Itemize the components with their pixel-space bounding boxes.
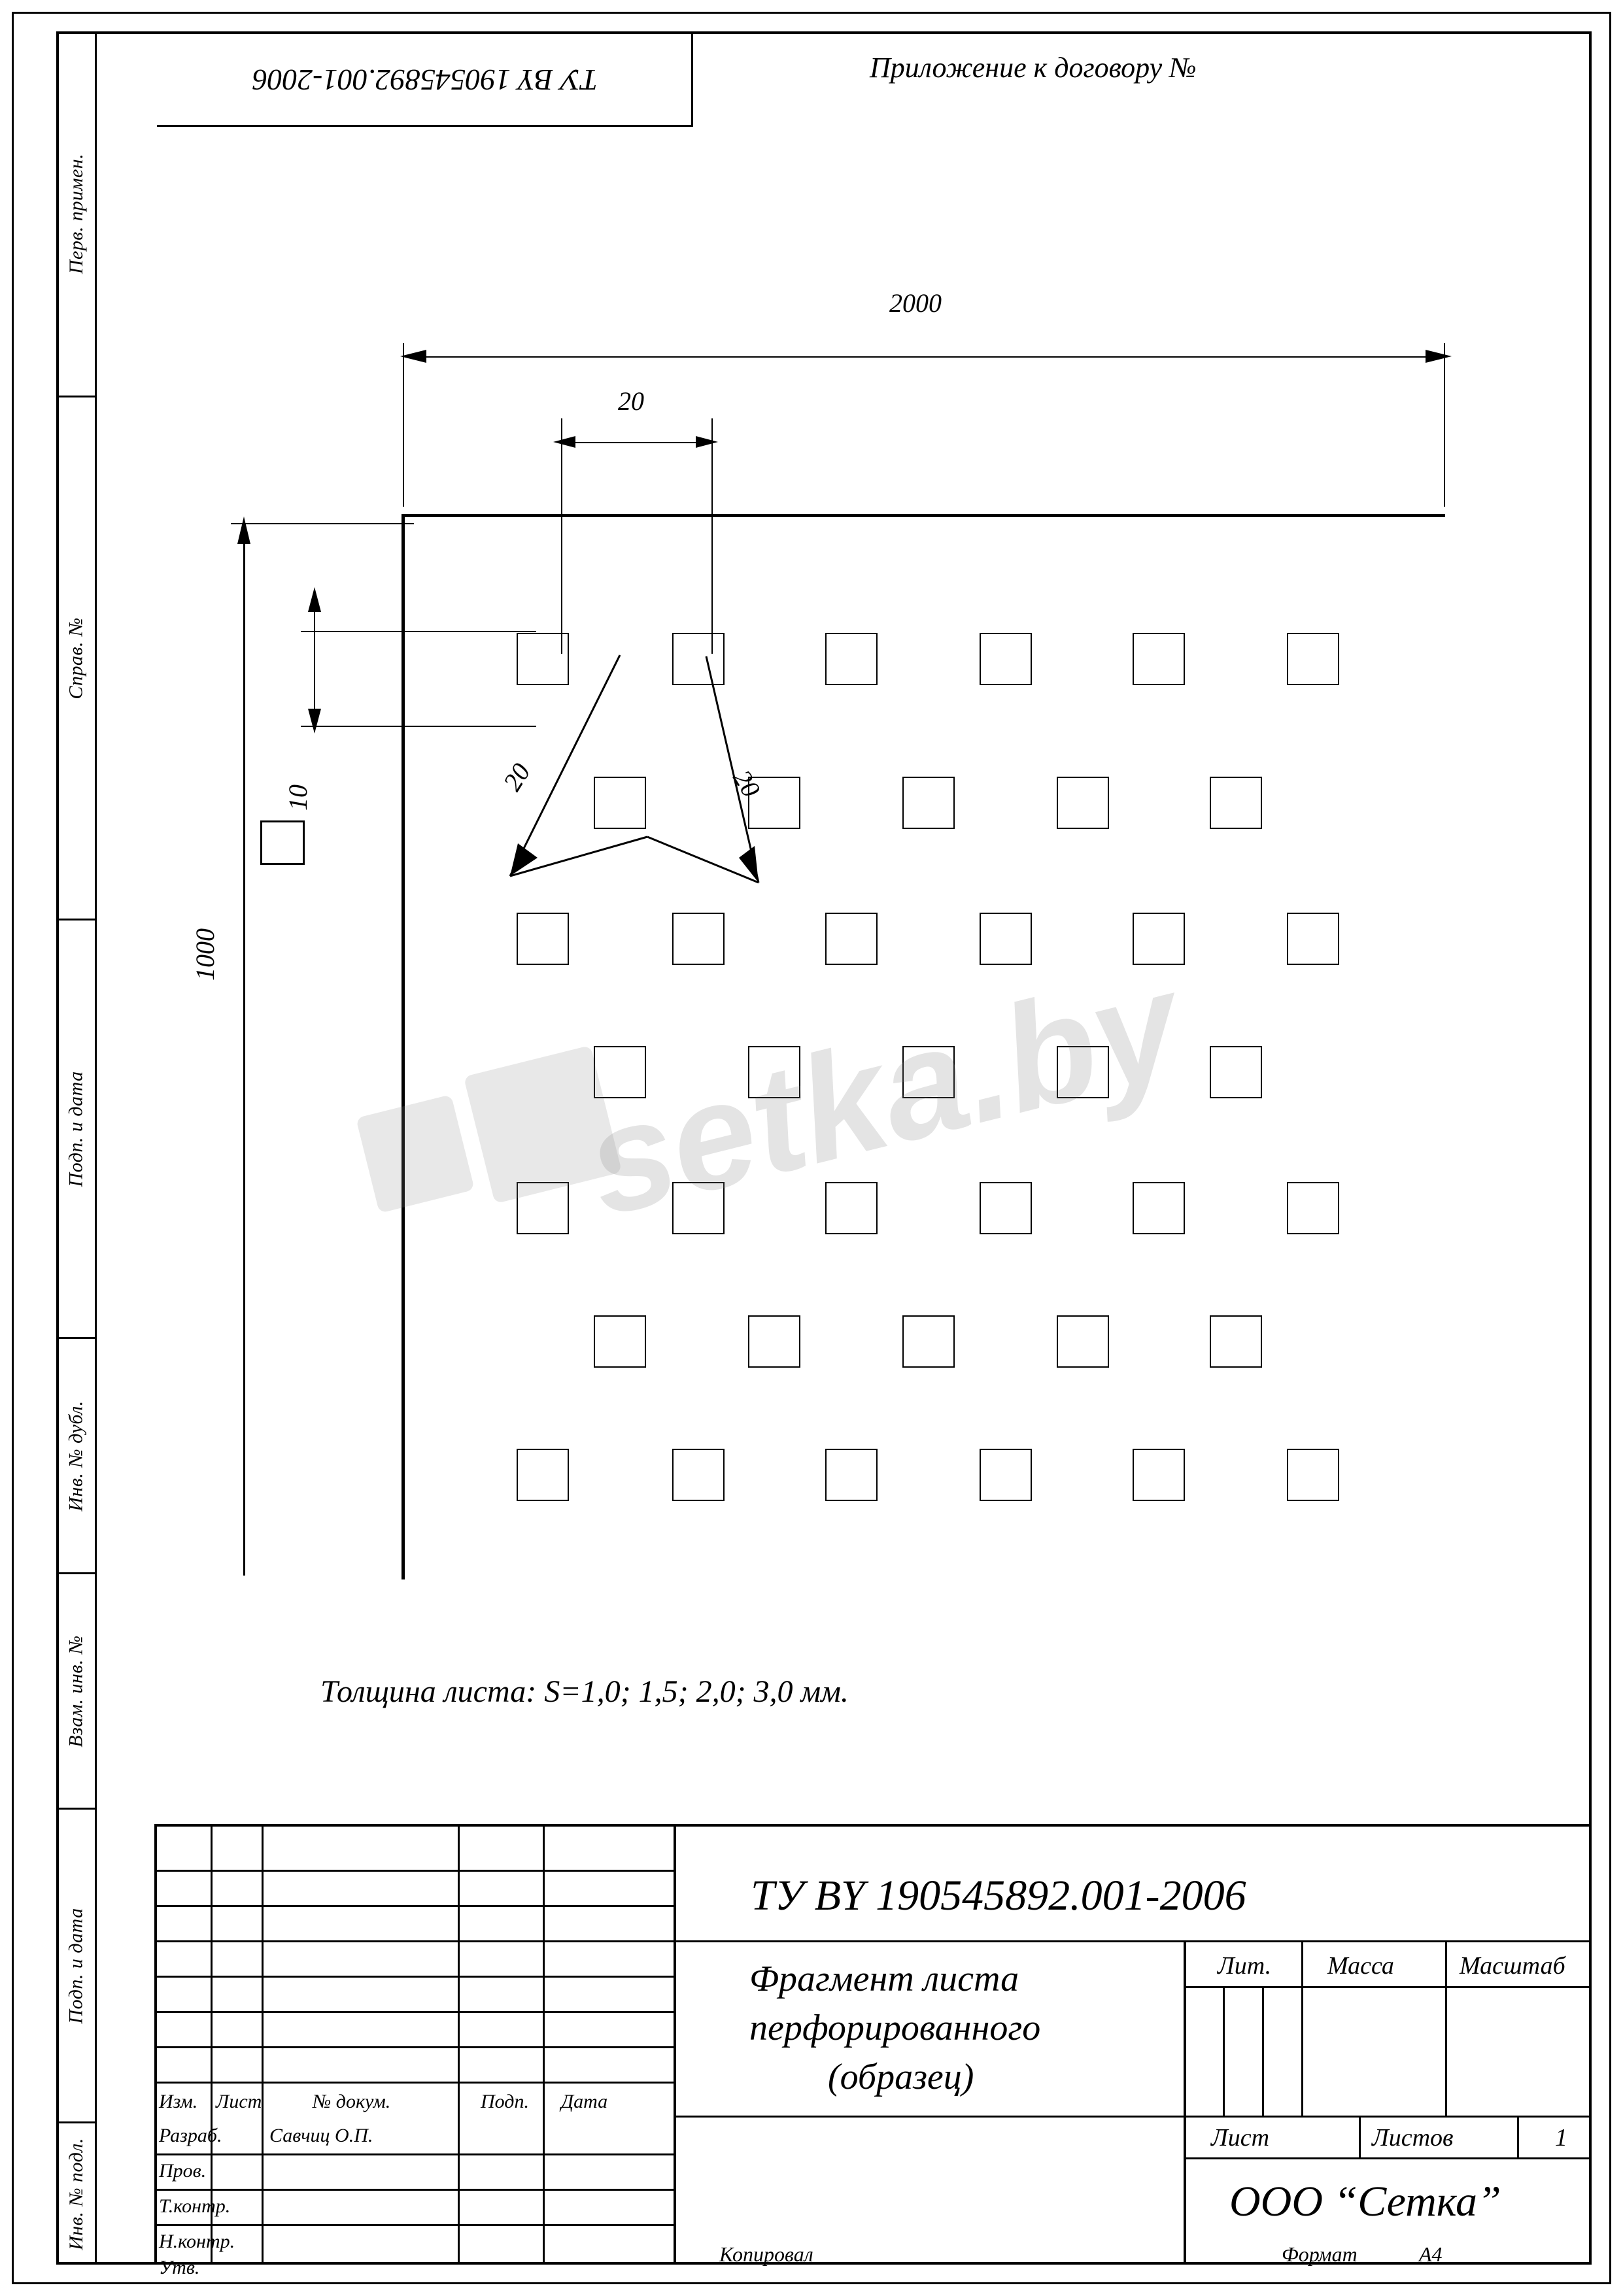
ext-line-width-right	[1444, 343, 1445, 507]
title-block-hline	[674, 1940, 1592, 1942]
dimension-width-label: 2000	[889, 288, 942, 318]
ext-line-pitch-left	[561, 418, 562, 654]
rev-grid-hline	[154, 2189, 674, 2191]
lit-label: Лит.	[1218, 1952, 1272, 1980]
dimension-height-line	[243, 523, 245, 1576]
rev-grid-hline	[154, 1905, 674, 1907]
perforation-hole	[672, 633, 725, 685]
diagonal-pitch-leaders	[432, 628, 863, 902]
perforation-hole	[1133, 913, 1185, 965]
document-number: ТУ BY 190545892.001-2006	[751, 1872, 1246, 1919]
rev-grid-hline	[154, 2046, 674, 2048]
perforation-hole	[825, 1449, 878, 1501]
contract-appendix-label: Приложение к договору №	[870, 52, 1197, 84]
hole-size-label: 10	[283, 785, 313, 811]
margin-label: Инв. № дубл.	[65, 1400, 87, 1511]
perforation-hole	[672, 1449, 725, 1501]
dimension-height-label-wrap	[190, 928, 242, 1011]
title-block-vline-small	[1359, 2116, 1361, 2157]
rev-grid-hline	[154, 2153, 674, 2155]
sheet-top-edge	[401, 514, 1445, 517]
perforation-hole	[748, 1046, 800, 1098]
margin-cell-inv-dubl	[56, 1339, 97, 1574]
dimension-width-line	[412, 356, 1445, 358]
format-label: Формат	[1282, 2242, 1358, 2266]
margin-cell-podp-data-1	[56, 920, 97, 1339]
dimension-width-arrow-left	[400, 343, 439, 371]
perforation-hole	[1133, 1449, 1185, 1501]
perforation-hole	[517, 1182, 569, 1234]
role-utv: Утв.	[159, 2257, 200, 2278]
perforation-hole	[1287, 633, 1339, 685]
title-block-vline-small	[1445, 1940, 1447, 2117]
perforation-hole	[825, 1182, 878, 1234]
perforation-hole	[748, 777, 800, 829]
perforation-hole	[1287, 913, 1339, 965]
title-block-vline-small	[1517, 2116, 1519, 2157]
dimension-pitch-top-arrow-right	[689, 430, 722, 456]
dimension-height-label: 1000	[190, 928, 220, 981]
margin-cell-inv-podl	[56, 2123, 97, 2265]
title-block-vline-small	[1301, 1940, 1303, 2117]
hole-height-arrow-top	[302, 587, 328, 624]
perforation-hole	[1287, 1449, 1339, 1501]
masshtab-label: Масштаб	[1460, 1952, 1565, 1980]
perforation-hole	[980, 1182, 1032, 1234]
perforation-hole	[1133, 1182, 1185, 1234]
col-header-data: Дата	[561, 2091, 608, 2112]
rev-grid-hline	[154, 1870, 674, 1872]
col-header-list: Лист	[216, 2091, 262, 2112]
margin-cell-vzam-inv	[56, 1574, 97, 1810]
perforation-hole	[1133, 633, 1185, 685]
company-name: ООО “Сетка”	[1229, 2178, 1501, 2225]
rev-grid-hline	[154, 2011, 674, 2013]
perforation-hole	[594, 777, 646, 829]
perforation-hole	[1057, 777, 1109, 829]
perforation-hole	[594, 1046, 646, 1098]
rev-grid-vline	[262, 1824, 264, 2265]
col-header-izm: Изм.	[159, 2091, 198, 2112]
diagonal-pitch-label-left: 20	[497, 758, 536, 796]
thickness-note: Толщина листа: S=1,0; 1,5; 2,0; 3,0 мм.	[320, 1674, 849, 1709]
copied-label: Копировал	[719, 2242, 813, 2266]
margin-label: Инв. № подл.	[65, 2138, 87, 2250]
perforation-hole	[517, 913, 569, 965]
perforation-hole	[1057, 1315, 1109, 1368]
margin-label: Подп. и дата	[65, 1907, 87, 2024]
margin-label: Перв. примен.	[65, 153, 88, 274]
perforation-hole	[980, 1449, 1032, 1501]
perforation-hole	[825, 633, 878, 685]
diagonal-pitch-label-right: 20	[727, 764, 766, 803]
perforation-hole	[980, 633, 1032, 685]
perforation-hole	[902, 1046, 955, 1098]
perforation-hole	[1210, 1315, 1262, 1368]
perforation-hole	[1287, 1182, 1339, 1234]
rev-grid-hline	[154, 2082, 674, 2084]
top-left-stamp-box	[157, 34, 693, 127]
role-prov: Пров.	[159, 2160, 207, 2182]
hole-square-symbol	[260, 820, 305, 865]
title-block-vline-small	[1223, 1986, 1225, 2116]
margin-label: Взам. инв. №	[65, 1634, 87, 1747]
watermark-text: setka.by	[570, 939, 1195, 1248]
dimension-width-arrow-right	[1420, 343, 1460, 371]
perforation-hole	[980, 913, 1032, 965]
dimension-pitch-top-arrow-left	[553, 430, 586, 456]
list-label: Лист	[1211, 2124, 1270, 2152]
perforation-hole	[902, 1315, 955, 1368]
perforation-hole	[1210, 1046, 1262, 1098]
title-block-hline	[674, 2116, 1592, 2118]
perforation-hole	[672, 1182, 725, 1234]
rev-grid-hline	[154, 1976, 674, 1978]
margin-label: Подп. и дата	[65, 1070, 87, 1187]
sheet-left-edge	[401, 514, 405, 1579]
col-header-podp: Подп.	[481, 2091, 529, 2112]
role-nkontr: Н.контр.	[159, 2231, 235, 2252]
title-block-hline	[1184, 2157, 1592, 2159]
margin-cell-podp-data-2	[56, 1810, 97, 2123]
dimension-height-arrow-top	[231, 516, 258, 556]
part-title-line1: Фрагмент листа	[749, 1959, 1019, 1999]
part-title-line3: (образец)	[828, 2057, 974, 2097]
part-title-line2: перфорированного	[749, 2008, 1041, 2048]
format-value: A4	[1419, 2242, 1443, 2266]
hole-height-arrow-bottom	[302, 700, 328, 736]
perforation-hole	[517, 1449, 569, 1501]
massa-label: Масса	[1327, 1952, 1394, 1980]
title-block-vline-small	[1262, 1986, 1264, 2116]
rev-grid-vline	[543, 1824, 545, 2265]
perforation-hole	[1057, 1046, 1109, 1098]
listov-value: 1	[1555, 2124, 1567, 2152]
margin-cell-perv-primen	[56, 31, 97, 397]
ext-line-width-left	[403, 343, 404, 507]
top-left-stamp-rotated	[157, 34, 693, 127]
col-header-doc-no: № докум.	[313, 2091, 391, 2112]
title-block-vline-main	[674, 1824, 676, 2265]
perforation-hole	[825, 913, 878, 965]
margin-label: Справ. №	[65, 616, 88, 700]
listov-label: Листов	[1372, 2124, 1454, 2152]
dimension-pitch-top-label: 20	[618, 386, 644, 416]
role-tkontr: Т.контр.	[159, 2195, 231, 2217]
top-left-stamp-text: ТУ BY 190545892.001-2006	[252, 63, 598, 97]
ext-line-height-top	[231, 523, 414, 524]
author-name: Савчиц О.П.	[269, 2125, 373, 2146]
perforation-hole	[1210, 777, 1262, 829]
perforation-hole	[902, 777, 955, 829]
perforation-hole	[517, 633, 569, 685]
title-block-vline-right	[1184, 1940, 1186, 2265]
rev-grid-hline	[154, 2224, 674, 2226]
perforation-hole	[672, 913, 725, 965]
title-block-hline	[1184, 1986, 1592, 1988]
perforation-hole	[748, 1315, 800, 1368]
rev-grid-hline	[154, 1940, 674, 1942]
rev-grid-vline	[458, 1824, 460, 2265]
perforation-hole	[594, 1315, 646, 1368]
role-razrab: Разраб.	[159, 2125, 222, 2146]
margin-cell-sprav-no	[56, 397, 97, 920]
ext-line-pitch-right	[711, 418, 713, 654]
